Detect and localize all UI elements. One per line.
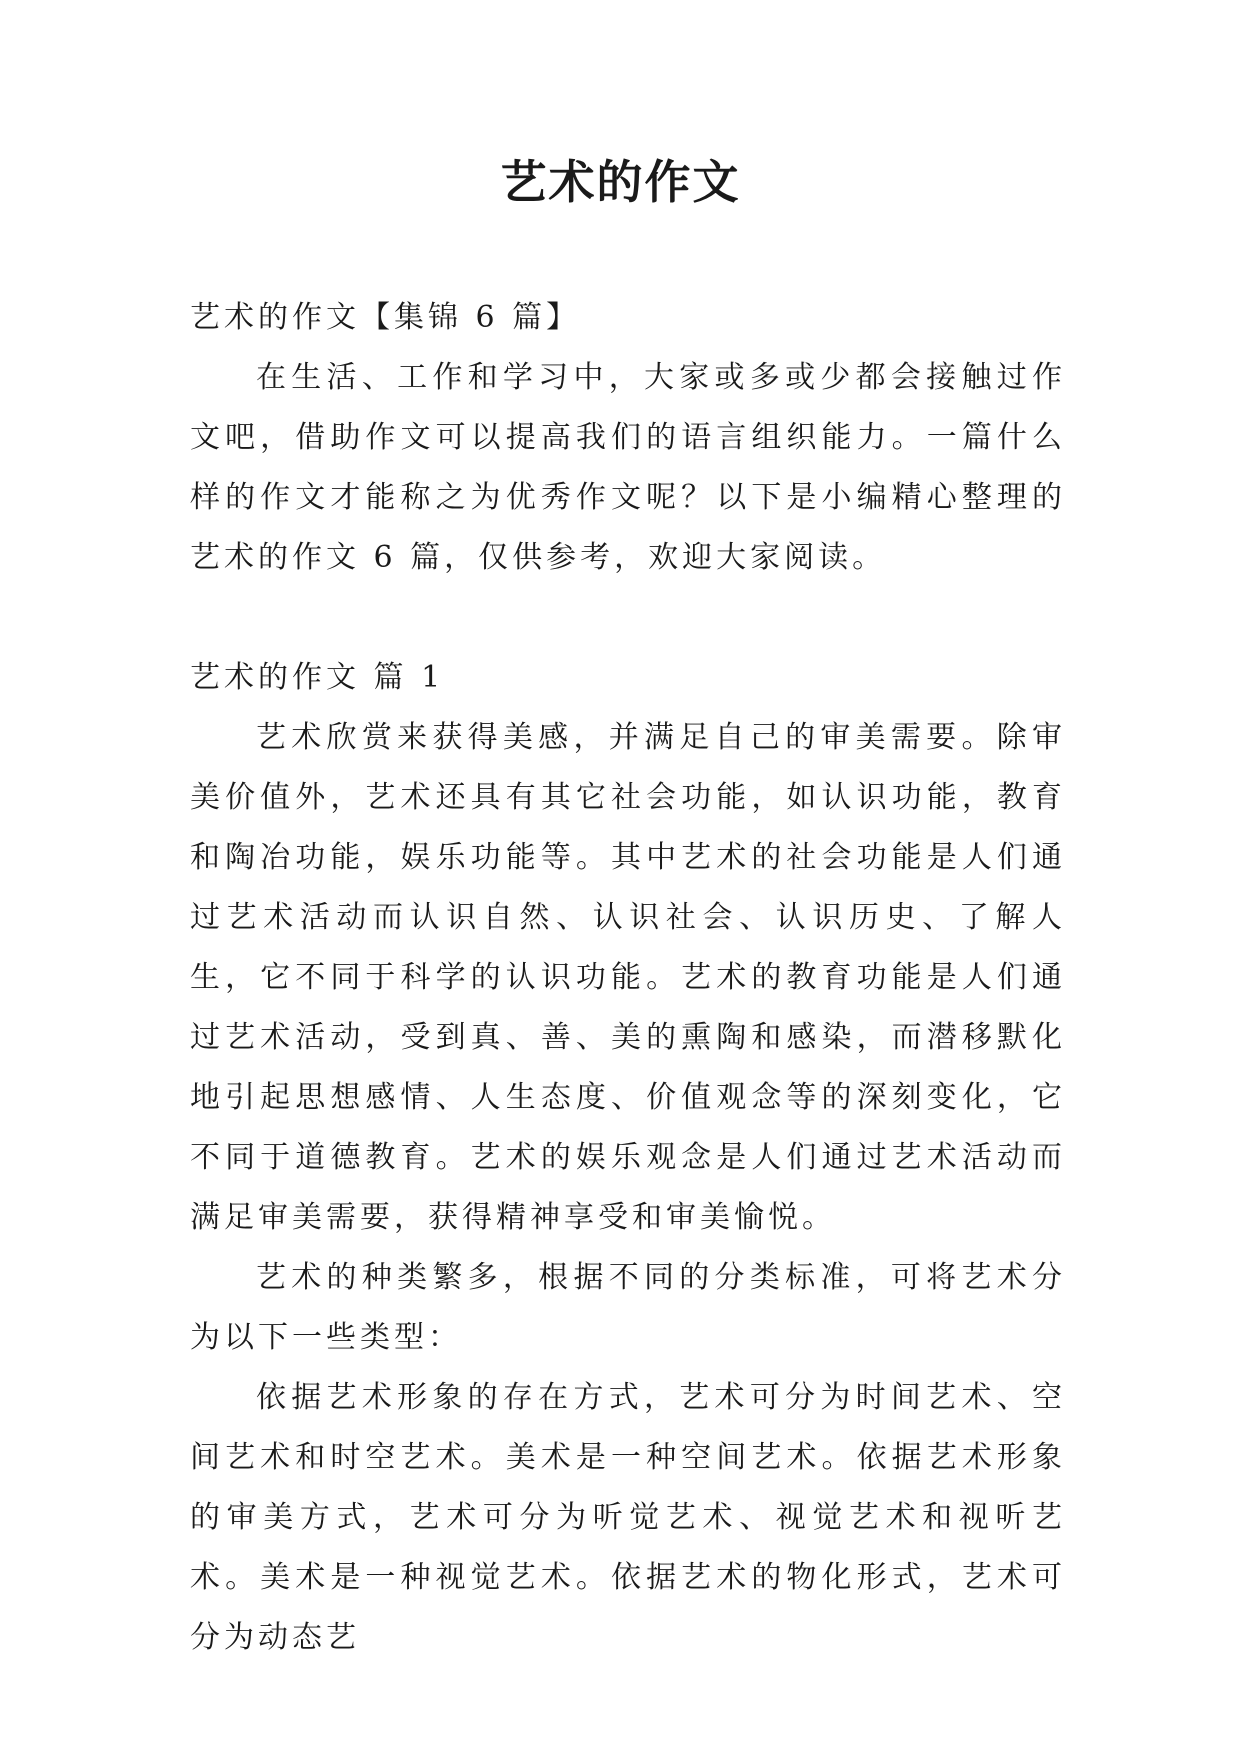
body-paragraph: 艺术的种类繁多，根据不同的分类标准，可将艺术分为以下一些类型： (190, 1260, 1066, 1355)
section-heading: 艺术的作文 篇 1 (190, 660, 445, 695)
body-paragraph: 依据艺术形象的存在方式，艺术可分为时间艺术、空间艺术和时空艺术。美术是一种空间艺术。依据艺术形象的审美方式，艺术可分为听觉艺术、视觉艺术和视听艺术。美术是一种视觉艺术。依据艺术的物化形式，艺术可分为动态艺 (190, 1380, 1066, 1655)
body-paragraph: 艺术欣赏来获得美感，并满足自己的审美需要。除审美价值外，艺术还具有其它社会功能，如认识功能，教育和陶冶功能，娱乐功能等。其中艺术的社会功能是人们通过艺术活动而认识自然、认识社会、认识历史、了解人生，它不同于科学的认识功能。艺术的教育功能是人们通过艺术活动，受到真、善、美的熏陶和感染，而潜移默化地引起思想感情、人生态度、价值观念等的深刻变化，它不同于道德教育。艺术的娱乐观念是人们通过艺术活动而满足审美需要，获得精神享受和审美愉悦。 (190, 720, 1066, 1235)
collection-subtitle: 艺术的作文【集锦 6 篇】 (190, 300, 581, 335)
intro-paragraph: 在生活、工作和学习中，大家或多或少都会接触过作文吧，借助作文可以提高我们的语言组织能力。一篇什么样的作文才能称之为优秀作文呢？以下是小编精心整理的艺术的作文 6 篇，仅供参考，欢迎大家阅读。 (190, 360, 1066, 575)
section-gap (190, 588, 1066, 648)
document-body (190, 288, 1066, 1668)
document-title: 艺术的作文 (500, 155, 741, 209)
